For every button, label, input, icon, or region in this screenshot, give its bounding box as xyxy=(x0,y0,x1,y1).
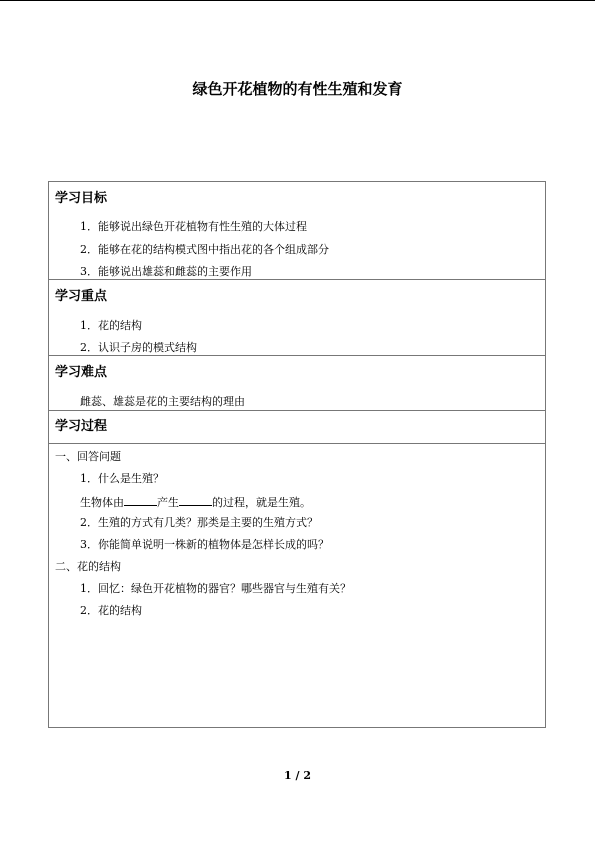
question-1: 1．什么是生殖？ xyxy=(80,472,164,485)
process-part-2: 二、花的结构 xyxy=(55,560,121,573)
key-points-heading: 学习重点 xyxy=(55,289,108,304)
section-divider xyxy=(49,443,545,444)
fill-prefix: 生物体由 xyxy=(80,496,124,509)
answer-blank-2[interactable] xyxy=(179,494,212,506)
page-number: 1 / 2 xyxy=(284,769,311,782)
process-part-1: 一、回答问题 xyxy=(55,450,121,463)
answer-blank-1[interactable] xyxy=(124,494,157,506)
fill-suffix: 的过程，就是生殖。 xyxy=(212,496,311,509)
key-point-item-1: 1．花的结构 xyxy=(80,319,142,332)
question-5: 2．花的结构 xyxy=(80,604,142,617)
page-title: 绿色开花植物的有性生殖和发育 xyxy=(192,80,403,98)
goal-item-2: 2．能够在花的结构模式图中指出花的各个组成部分 xyxy=(80,243,329,256)
key-point-item-2: 2．认识子房的模式结构 xyxy=(80,341,197,354)
goal-item-3: 3．能够说出雄蕊和雌蕊的主要作用 xyxy=(80,265,252,278)
section-divider xyxy=(49,279,545,280)
section-divider xyxy=(49,355,545,356)
goals-heading: 学习目标 xyxy=(55,191,108,206)
worksheet-table xyxy=(48,181,546,728)
question-2: 2．生殖的方式有几类？那类是主要的生殖方式？ xyxy=(80,516,318,529)
question-4: 1．回忆：绿色开花植物的器官？哪些器官与生殖有关？ xyxy=(80,582,351,595)
fill-middle: 产生 xyxy=(157,496,179,509)
top-rule xyxy=(0,0,595,1)
difficulty-item-1: 雌蕊、雄蕊是花的主要结构的理由 xyxy=(80,395,245,408)
question-1-fill xyxy=(80,494,311,510)
difficulties-heading: 学习难点 xyxy=(55,365,108,380)
goal-item-1: 1．能够说出绿色开花植物有性生殖的大体过程 xyxy=(80,220,307,233)
process-heading: 学习过程 xyxy=(55,419,108,434)
question-3: 3．你能简单说明一株新的植物体是怎样长成的吗？ xyxy=(80,538,329,551)
